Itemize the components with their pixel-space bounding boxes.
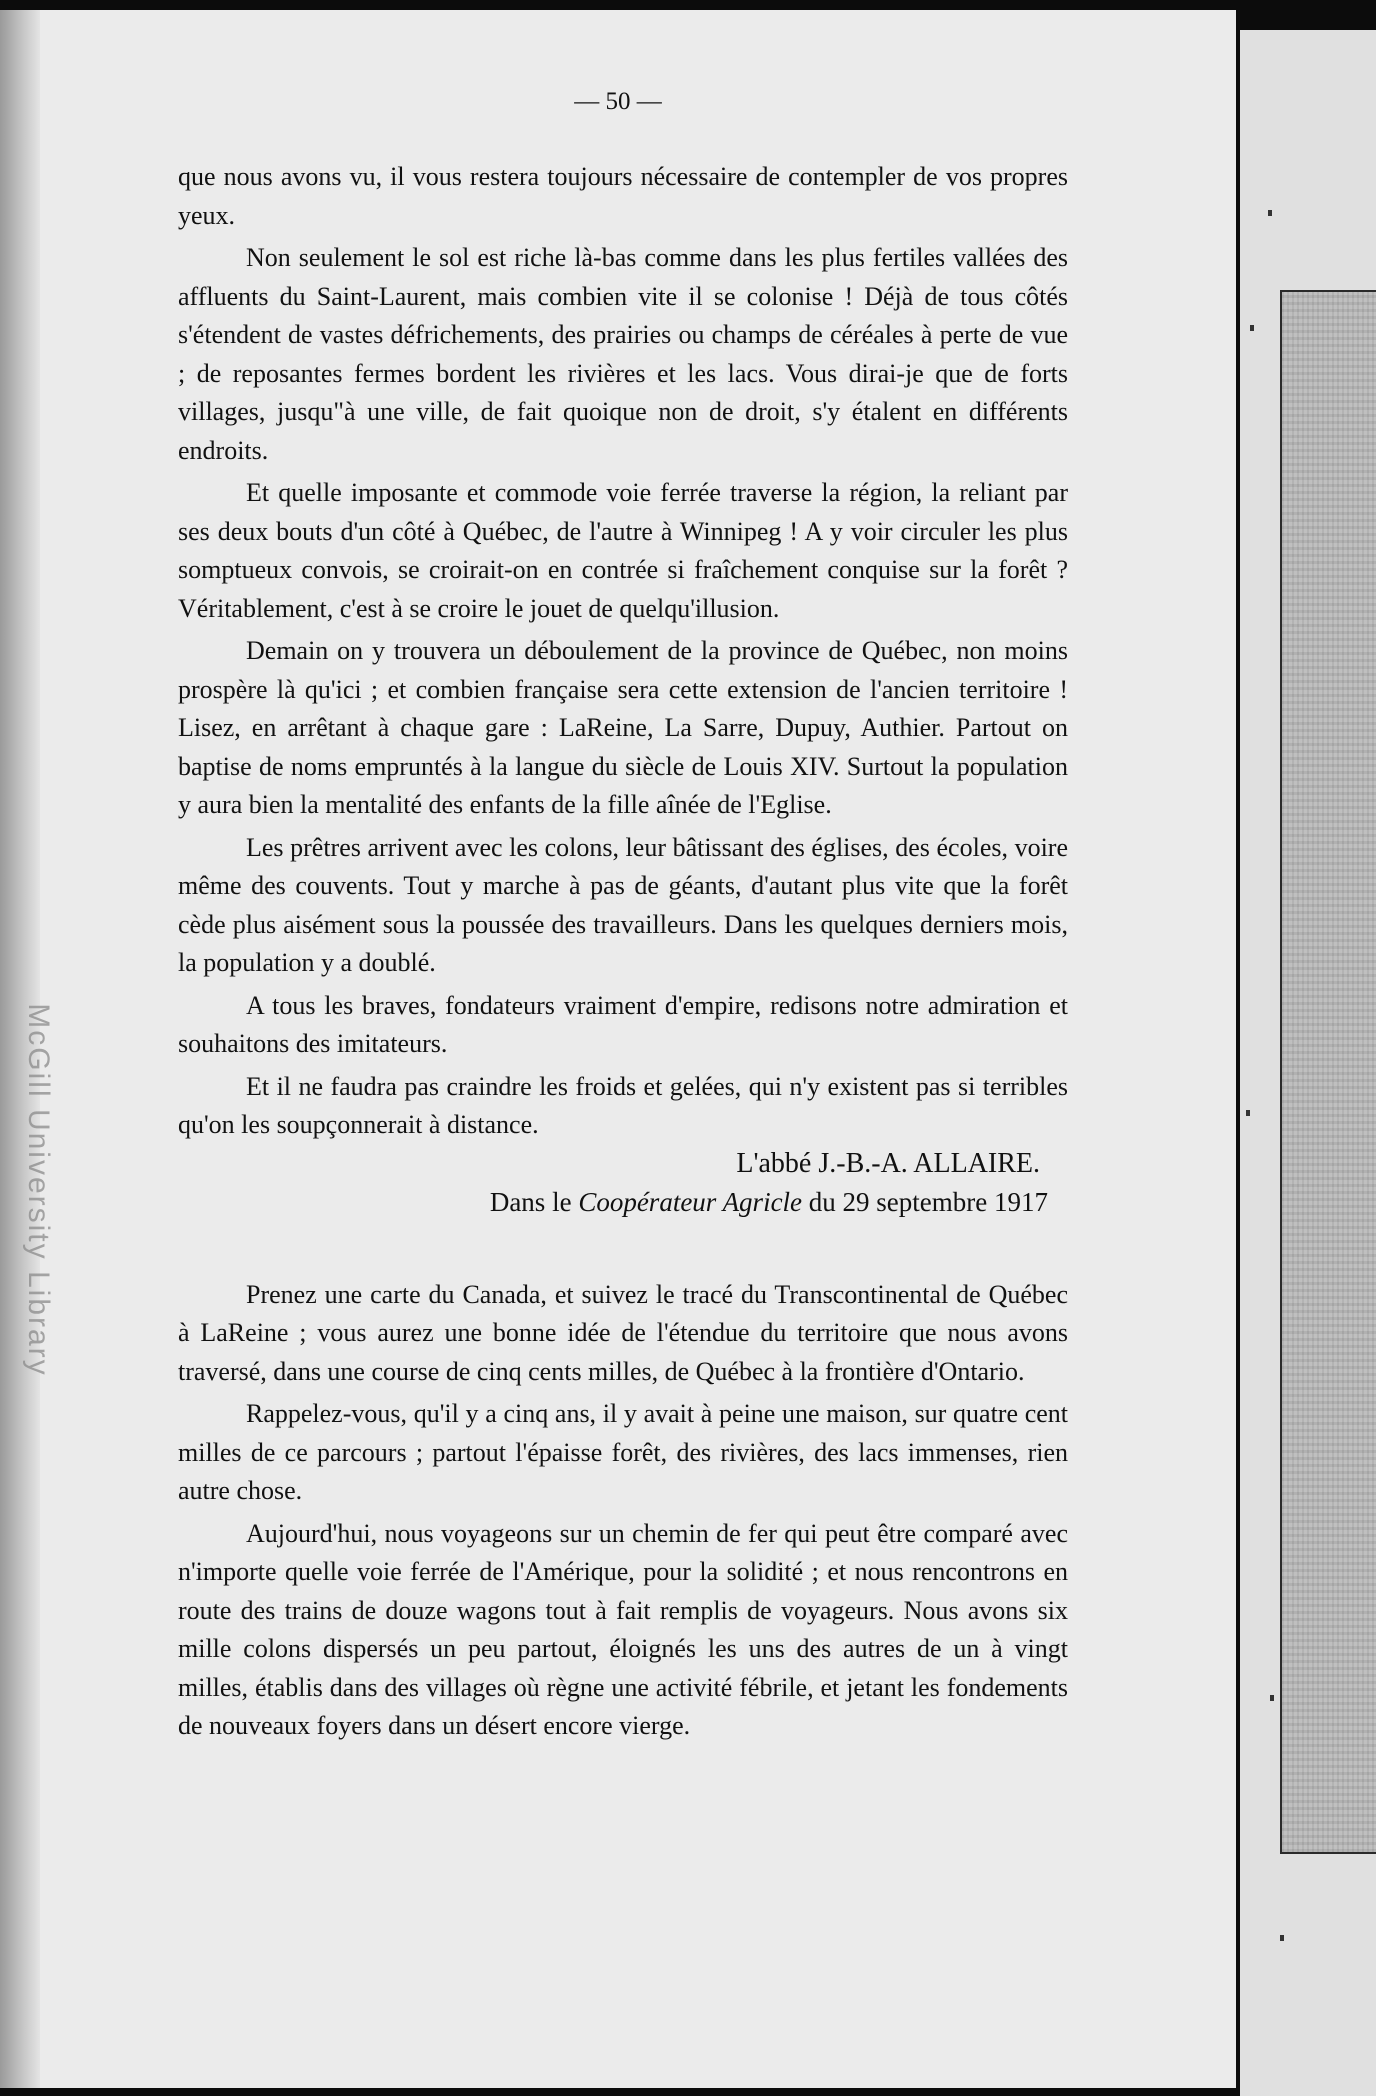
speck bbox=[1270, 1695, 1274, 1701]
section-gap bbox=[178, 1222, 1068, 1272]
paragraph: A tous les braves, fondateurs vraiment d'empire, redisons notre admiration et souhaitons des imitateurs. bbox=[178, 990, 1068, 1058]
source-title: Coopérateur Agricle bbox=[578, 1187, 803, 1217]
author-signature: L'abbé J.-B.-A. ALLAIRE. bbox=[736, 1147, 1040, 1179]
source-prefix: Dans le bbox=[489, 1187, 579, 1217]
paragraph: Et il ne faudra pas craindre les froids et gelées, qui n'y existent pas si terribles qu'on les soupçonnerait à distance. bbox=[178, 1071, 1068, 1139]
paragraph: que nous avons vu, il vous restera toujours nécessaire de contempler de vos propres yeux. bbox=[178, 162, 1068, 230]
paragraph: Prenez une carte du Canada, et suivez le tracé du Transcontinental de Québec à LaReine ; vous aurez une bonne idée de l'étendue du territoire que nous avons traversé, dans une course de cinq cents milles, de Québec à la frontière d'Ontario. bbox=[178, 1279, 1068, 1386]
speck bbox=[1280, 1935, 1284, 1941]
book-page bbox=[0, 10, 1236, 2088]
speck bbox=[1250, 325, 1254, 331]
paragraph: Les prêtres arrivent avec les colons, leur bâtissant des églises, des écoles, voire même des couvents. Tout y marche à pas de géants, d'autant plus vite que la forêt cède plus aisément sous la poussée des travailleurs. Dans les quelques derniers mois, la population y a doublé. bbox=[178, 832, 1068, 977]
paragraph: Et quelle imposante et commode voie ferrée traverse la région, la reliant par ses deux bouts d'un côté à Québec, de l'autre à Winnipeg ! A y voir circuler les plus somptueux convois, se croirait-on en contrée si fraîchement conquise sur la forêt ? Véritablement, c'est à se croire le jouet de quelqu'illusion. bbox=[178, 478, 1068, 623]
library-stamp: McGill University Library bbox=[22, 1003, 55, 1377]
source-date: du 29 septembre 1917 bbox=[802, 1187, 1048, 1217]
facing-page bbox=[1240, 30, 1376, 2096]
paragraph: Non seulement le sol est riche là-bas comme dans les plus fertiles vallées des affluents du Saint-Laurent, mais combien vite il se colonise ! Déjà de tous côtés s'étendent de vastes défrichements, des prairies ou champs de céréales à perte de vue ; de reposantes fermes bordent les rivières et les lacs. Vous dirai-je que de forts villages, jusqu"à une ville, de fait quoique non de droit, s'y étalent en différents endroits. bbox=[178, 243, 1068, 465]
speck bbox=[1268, 210, 1272, 216]
page-number: — 50 — bbox=[574, 88, 662, 115]
paragraph: Rappelez-vous, qu'il y a cinq ans, il y avait à peine une maison, sur quatre cent milles de ce parcours ; partout l'épaisse forêt, des rivières, des lacs immenses, rien autre chose. bbox=[178, 1399, 1068, 1505]
paragraph: Aujourd'hui, nous voyageons sur un chemin de fer qui peut être comparé avec n'importe quelle voie ferrée de l'Amérique, pour la solidité ; et nous rencontrons en route des trains de douze wagons tout à fait remplis de voyageurs. Nous avons six mille colons dispersés un peu partout, éloignés les uns des autres de un à vingt milles, établis dans des villages où règne une activité fébrile, et jetant les fondements de nouveaux foyers dans un désert encore vierge. bbox=[178, 1518, 1068, 1740]
page-body bbox=[178, 158, 1068, 1746]
facing-photograph bbox=[1280, 290, 1376, 1854]
source-citation bbox=[178, 1183, 1068, 1222]
speck bbox=[1246, 1110, 1250, 1116]
paragraph: Demain on y trouvera un déboulement de la province de Québec, non moins prospère là qu'ici ; et combien française sera cette extension de l'ancien territoire ! Lisez, en arrêtant à chaque gare : LaReine, La Sarre, Dupuy, Authier. Partout on baptise de noms empruntés à la langue du siècle de Louis XIV. Surtout la population y aura bien la mentalité des enfants de la fille aînée de l'Eglise. bbox=[178, 636, 1068, 819]
